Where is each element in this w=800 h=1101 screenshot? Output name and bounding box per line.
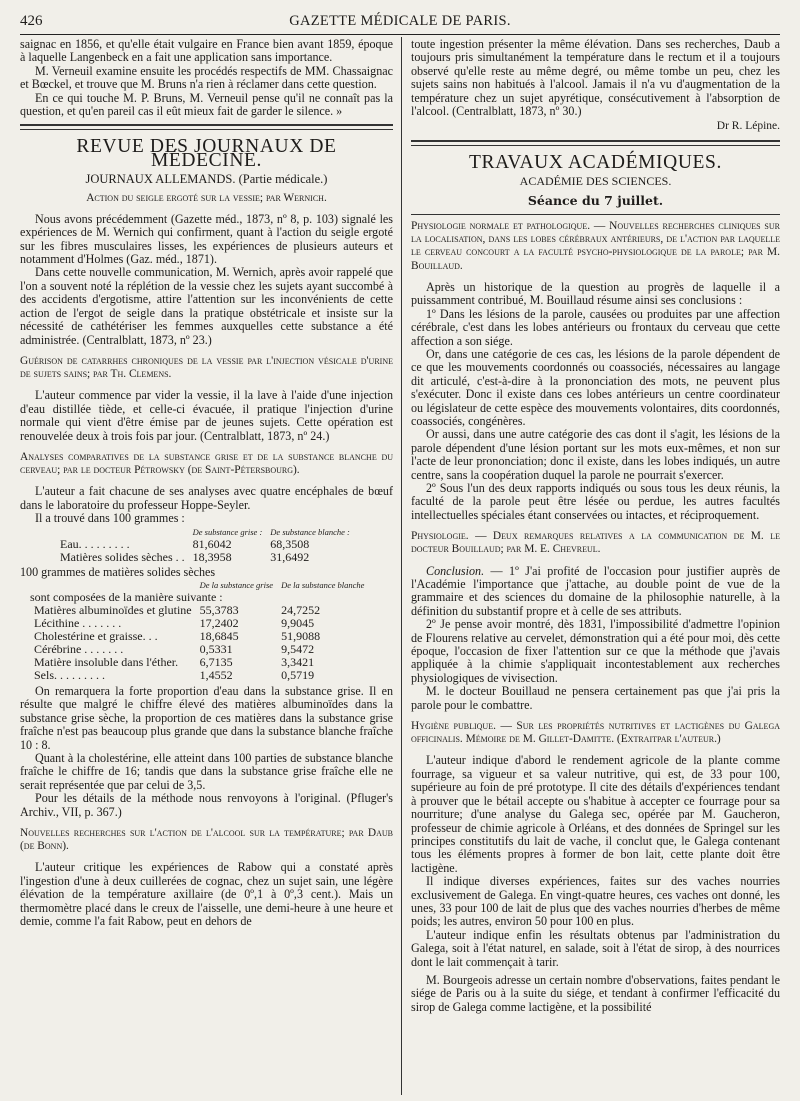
paragraph: L'auteur a fait chacune de ses analyses avec quatre encéphales de bœuf dans le laboratoire du professeur Hoppe-Seyler.	[20, 484, 393, 512]
section-title: REVUE DES JOURNAUX DE MÉDECINE.	[76, 136, 337, 171]
conclusion-label: Conclusion.	[426, 563, 485, 578]
table-cell-label: Eau. . . . . . . . .	[60, 536, 130, 551]
table-header: De substance blanche :	[270, 526, 350, 537]
article-title: Action du seigle ergoté sur la vessie; par Wernich.	[86, 191, 327, 204]
header-rule	[20, 34, 780, 35]
paragraph: Or aussi, dans une autre catégorie des cas dont il s'agit, les lésions de la parole dépendent d'une lésion portant sur les mots eux-mêmes, et non sur l'acte de leur prononciation; donc il existe, dans les lobes indiqués, un autre centre, sans la coopération duquel la parole ne pourrait s'exercer.	[411, 427, 780, 482]
table-cell: 68,3508	[270, 536, 310, 551]
paragraph: Pour les détails de la méthode nous renvoyons à l'original. (Pfluger's Archiv., VII, p. 367.)	[20, 791, 393, 819]
column-divider	[401, 37, 402, 1095]
table-cell-label: Cérébrine . . . . . . .	[34, 641, 124, 656]
table-cell: 51,9088	[281, 628, 321, 643]
paragraph: M. Verneuil examine ensuite les procédés respectifs de MM. Chassaignac et Bœckel, et trouve que M. Bruns n'a rien à réclamer dans cette question.	[20, 63, 393, 92]
continued-paragraph: toute ingestion présenter la même élévation. Dans ses recherches, Daub a toujours pris simultanément la température dans le rectum et il a toujours observé qu'elle reste au même degré, ou même tombe un peu, chez les sujets sains non habitués à l'alcool. Jamais il n'a vu d'augmentation de la température chez un sujet apyrétique, consécutivement à l'absorption de l'alcool. (Centralblatt, 1873, nº 30.)	[411, 38, 780, 119]
page-number: 426	[20, 13, 43, 29]
table-cell: 9,5472	[281, 641, 315, 656]
paragraph: Nous avons précédemment (Gazette méd., 1873, nº 8, p. 103) signalé les expériences de M. Wernich qui confirment, quant à l'action du seigle ergoté sur les fibres musculaires lisses, les expériences de plusieurs auteurs et notamment d'Holmes (Gaz. méd., 1871).	[20, 211, 393, 267]
journal-title: GAZETTE MÉDICALE DE PARIS.	[289, 13, 511, 29]
paragraph: L'auteur indique enfin les résultats obtenus par l'administration du Galega, soit à l'état naturel, en salade, soit à l'état de sirop, à des nourrices dont le lait commençait à tarir.	[411, 927, 780, 969]
section-title: TRAVAUX ACADÉMIQUES.	[469, 151, 722, 173]
paragraph: 100 grammes de matières solides sèches	[20, 564, 216, 579]
left-column	[20, 38, 393, 1101]
table-intro: sont composées de la manière suivante :	[30, 589, 223, 604]
section-rule	[411, 140, 780, 146]
divider	[411, 214, 780, 215]
table-cell: 31,6492	[270, 549, 310, 564]
table-cell-label: Cholestérine et graisse. . .	[34, 628, 158, 643]
paragraph: Après un historique de la question au progrès de laquelle il a puissamment contribué, M. Bouillaud résume ainsi ses conclusions :	[411, 279, 780, 308]
article-title: Analyses comparatives de la substance grise et de la substance blanche du cerveau; par le docteur Pétrowsky (de Saint-Pétersbourg).	[20, 450, 393, 477]
section-subtitle: ACADÉMIE DES SCIENCES.	[519, 174, 672, 189]
table-cell: 18,3958	[192, 549, 232, 564]
table-cell: 81,6042	[192, 536, 232, 551]
paragraph: M. Bourgeois adresse un certain nombre d'observations, faites pendant le siége de Paris ou à la suite du siége, et tendant à confirmer l'efficacité du sirop de Galega comme lactigène, et la possibilité	[411, 972, 780, 1014]
table-cell: 55,3783	[199, 602, 239, 617]
table-cell: 0,5719	[281, 667, 315, 682]
paragraph: L'auteur critique les expériences de Rabow qui a constaté après l'ingestion d'une à deux cuillerées de cognac, chez un sujet sain, une légère élévation de la température axillaire (de 0º,1 à 0º,3 cent.). Mais un thermomètre placé dans le creux de l'aisselle, une demi-heure à une heure et demie, comme l'a fait Rabow, peut en dehors de	[20, 860, 393, 929]
table-row	[56, 538, 354, 551]
article-title: Physiologie. — Deux remarques relatives a la communication de M. le docteur Bouillaud; par M. E. Chevreul.	[411, 530, 780, 556]
table-cell: 18,6845	[199, 628, 239, 643]
article-title: Nouvelles recherches sur l'action de l'alcool sur la température; par Daub (de Bonn).	[20, 827, 393, 853]
table-cell: 3,3421	[281, 654, 315, 669]
paragraph: Dans cette nouvelle communication, M. Wernich, après avoir rappelé que l'on a souvent noté la réplétion de la vessie chez les sujets ayant succombé à des accidents d'ergotisme, attire l'attention sur les inconvénients de cette action de l'ergot de seigle dans la pratique obstétricale et insiste sur la nécessité de cathétériser les femmes auxquelles cette substance a été administrée. (Centralblatt, 1873, nº 23.)	[20, 265, 393, 347]
table-cell: 24,7252	[281, 602, 321, 617]
table-cell-label: Matières albuminoïdes et glutine	[34, 602, 192, 617]
data-table-solids	[30, 580, 368, 682]
session-date: Séance du 7 juillet.	[527, 192, 664, 208]
continued-paragraph: saignac en 1856, et qu'elle était vulgaire en France bien avant 1859, époque à laquelle Langenbeck en a fait une application sans importance.	[20, 38, 393, 65]
table-cell: 9,9045	[281, 615, 315, 630]
table-cell-label: Lécithine . . . . . . .	[34, 615, 122, 630]
table-row	[30, 669, 368, 682]
table-header: De la substance blanche	[281, 579, 365, 590]
table-cell-label: Matières solides sèches . .	[60, 549, 185, 564]
section-rule	[20, 124, 393, 130]
table-header: De substance grise :	[192, 526, 263, 537]
article-title: Hygiène publique. — Sur les propriétés nutritives et lactigènes du Galega officinalis. Mémoire de M. Gillet-Damitte. (Extraitpar l'auteur.)	[411, 720, 780, 746]
table-row	[56, 551, 354, 564]
right-column	[411, 38, 780, 1101]
paragraph: M. le docteur Bouillaud ne pensera certainement pas que j'ai pris la parole pour le combattre.	[411, 684, 780, 712]
paragraph: 2º Je pense avoir montré, dès 1831, l'impossibilité d'admettre l'opinion de Flourens relative au cervelet, démonstration qui a été pour moi, dès cette époque, l'occasion de fixer l'attention sur ce que la méthode que j'avais appliquée à la chimie s'appliquait incontestablement aux recherches physiologiques de vivisection.	[411, 617, 780, 685]
paragraph: Conclusion. — 1º J'ai profité de l'occasion pour justifier auprès de l'Académie l'importance que j'attache, au double point de vue de la grammaire et des sciences du domaine de la philosophie naturelle, à la définition du substantif propre et à celle de ses attributs.	[411, 563, 780, 618]
paragraph: Il indique diverses expériences, faites sur des vaches nourries exclusivement de Galega. En vingt-quatre heures, ces vaches ont donné, les unes, 33 pour 100 de lait de plus que des vaches nourries d'herbes de même poids; les autres, environ 50 pour 100 en plus.	[411, 874, 780, 929]
paragraph: L'auteur commence par vider la vessie, il la lave à l'aide d'une injection d'eau distillée tiède, et celle-ci évacuée, il pratique l'injection d'urine normale qui vient d'être émise par de jeunes sujets. Cette opération est renouvelée deux à trois fois par jour. (Centralblatt, 1873, nº 24.)	[20, 388, 393, 443]
paragraph: Or, dans une catégorie de ces cas, les lésions de la parole dépendent de ce que les mouvements coordonnés ou coassociés, nécessaires au langage dit articulé, c'est-à-dire à la prononciation des mots, ne peuvent plus s'exécuter. Donc il existe dans ces lobes antérieurs un centre coordinateur ou législateur de cette espèce des mouvements volontaires, dits coordonnés, coassociés, congénères.	[411, 346, 780, 428]
page-header	[20, 13, 780, 33]
table-cell-label: Matière insoluble dans l'éther.	[34, 654, 179, 669]
table-header: De la substance grise	[199, 579, 274, 590]
article-title: Physiologie normale et pathologique. — Nouvelles recherches cliniques sur la localisation, dans les lobes cérébraux antérieurs, de l'action par laquelle le cerveau concourt a la faculté psycho-physiologique de la parole; par M. Bouillaud.	[411, 220, 780, 272]
table-cell: 0,5331	[199, 641, 233, 656]
table-cell-label: Sels. . . . . . . . .	[34, 667, 106, 682]
paragraph: En ce qui touche M. P. Bruns, M. Verneuil pense qu'il ne connaît pas la question, et qu'en pareil cas il eût mieux fait de garder le silence. »	[20, 90, 393, 119]
table-cell: 6,7135	[199, 654, 233, 669]
table-cell: 17,2402	[199, 615, 239, 630]
paragraph: 1º Dans les lésions de la parole, causées ou produites par une affection cérébrale, c'est dans les lobes antérieurs ou frontaux du cerveau que cette affection a son siége.	[411, 306, 780, 348]
section-subtitle: JOURNAUX ALLEMANDS. (Partie médicale.)	[85, 172, 328, 187]
paragraph: Quant à la cholestérine, elle atteint dans 100 parties de substance blanche fraîche le chiffre de 16; tandis que dans la substance grise fraîche elle ne serait représentée que par celui de 3,5.	[20, 751, 393, 792]
data-table-composition	[56, 527, 354, 564]
paragraph: Il a trouvé dans 100 grammes :	[35, 511, 185, 526]
article-title: Guérison de catarrhes chroniques de la vessie par l'injection vésicale d'urine de sujets sains; par Th. Clemens.	[20, 354, 393, 381]
paragraph: On remarquera la forte proportion d'eau dans la substance grise. Il en résulte que malgré le chiffre élevé des matières albuminoïdes dans la substance grise sèche, la proportion de ces matières dans la substance grise fraîche n'est pas beaucoup plus grande que dans la substance blanche fraîche 10 : 8.	[20, 683, 393, 752]
signature: Dr R. Lépine.	[716, 120, 780, 133]
table-cell: 1,4552	[199, 667, 233, 682]
paragraph: L'auteur indique d'abord le rendement agricole de la plante comme fourrage, sa vigueur et sa valeur nutritive, qui est, de 33 pour 100, supérieure au foin de pré prototype. Il cite des détails d'expériences tendant à prouver que le bétail accepte ou s'habitue à accepter ce fourrage pour sa nourriture; d'une analyse du Galega sec, opérée par M. Gaucheron, professeur de chimie agricole à Orléans, et des données de Springel sur les principes constitutifs du lait de vache, il conclut que, le Galega contenant tous les éléments propres à former de bon lait, cette plante doit être lactigène.	[411, 753, 780, 875]
paragraph: 2º Sous l'un des deux rapports indiqués ou sous tous les deux réunis, la faculté de la parole peut être lésée ou perdue, les autres facultés intellectuelles spéciales étant conservées ou intactes, et réciproquement.	[411, 480, 780, 522]
